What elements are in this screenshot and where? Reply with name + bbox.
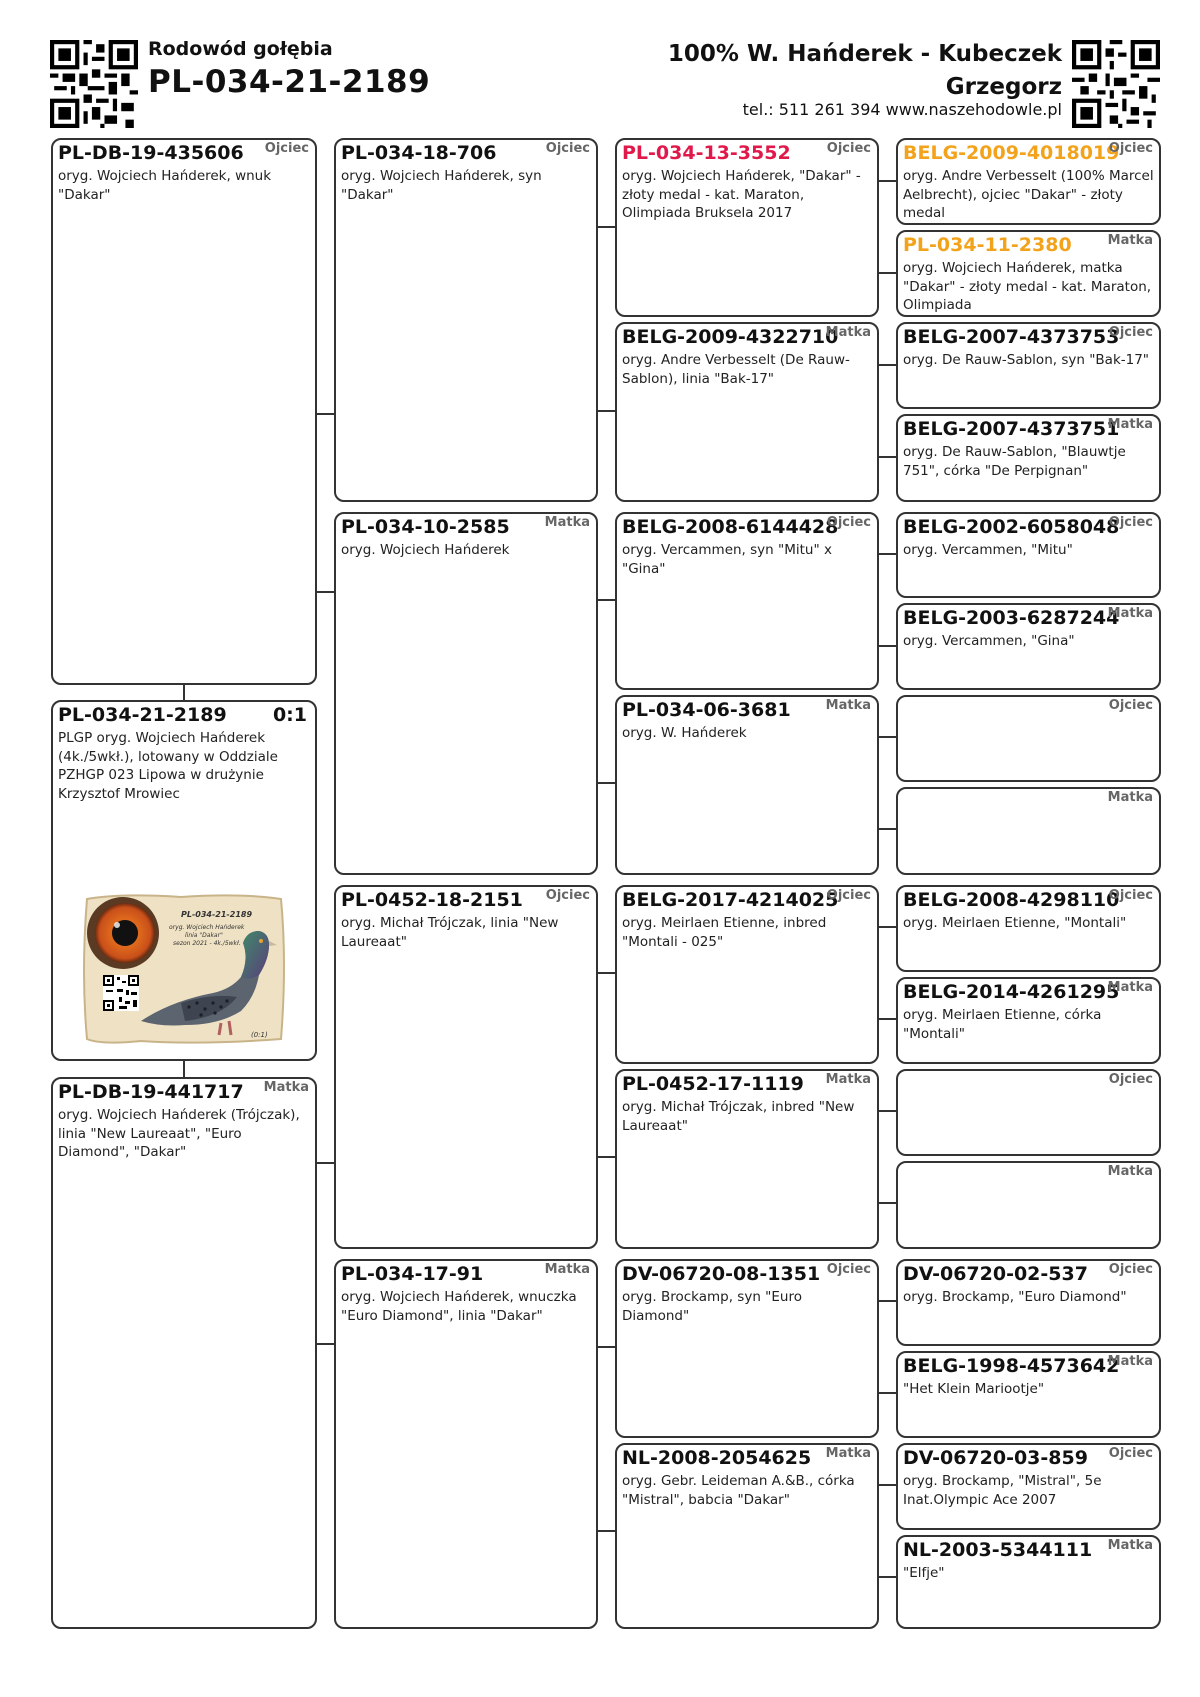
ring-number: PL-034-11-2380 [903, 234, 1072, 256]
role-label: Ojciec [1108, 141, 1153, 156]
role-label: Matka [263, 1080, 309, 1095]
description: oryg. Vercammen, syn "Mitu" x "Gina" [622, 542, 832, 577]
photo-qr-icon [103, 975, 139, 1011]
description: oryg. Wojciech Hańderek, "Dakar" - złoty medal - kat. Maraton, Olimpiada Bruksela 2017 [622, 168, 861, 221]
connector-line [183, 1061, 185, 1077]
connector-line [879, 1300, 896, 1302]
pedigree-card-gen4 [896, 695, 1161, 782]
role-label: Matka [544, 1262, 590, 1277]
breeder-name-line1: 100% W. Hańderek - Kubeczek [667, 41, 1062, 67]
ring-number: DV-06720-03-859 [903, 1447, 1088, 1469]
pedigree-card-gen4 [896, 1443, 1161, 1530]
pedigree-card-gen3 [615, 1069, 879, 1249]
pedigree-card-gen4 [896, 322, 1161, 409]
role-label: Ojciec [1108, 1072, 1153, 1087]
connector-line [879, 456, 896, 458]
ring-number: PL-0452-18-2151 [341, 889, 523, 911]
connector-line [317, 591, 334, 593]
description: oryg. Brockamp, syn "Euro Diamond" [622, 1289, 802, 1324]
pedigree-card-gen3 [615, 885, 879, 1064]
qr-code-left-icon [50, 40, 138, 128]
ring-number: DV-06720-08-1351 [622, 1263, 821, 1285]
connector-line [879, 553, 896, 555]
connector-line [879, 1018, 896, 1020]
description: oryg. Meirlaen Etienne, inbred "Montali - 025" [622, 915, 827, 950]
description: oryg. Michał Trójczak, inbred "New Laureaat" [622, 1099, 855, 1134]
description: oryg. Wojciech Hańderek [341, 542, 510, 558]
pedigree-card-gen4 [896, 414, 1161, 502]
ring-number: BELG-2002-6058048 [903, 516, 1120, 538]
role-label: Ojciec [1108, 888, 1153, 903]
connector-line [879, 736, 896, 738]
header-subtitle: Rodowód gołębia [148, 38, 333, 60]
pedigree-card-gen4 [896, 977, 1161, 1064]
role-label: Matka [1107, 980, 1153, 995]
role-label: Ojciec [1108, 515, 1153, 530]
photo-ring: PL-034-21-2189 [181, 910, 253, 919]
role-label: Matka [1107, 233, 1153, 248]
pigeon-photo [81, 893, 287, 1045]
subject-score: 0:1 [272, 704, 307, 726]
description: oryg. Meirlaen Etienne, córka "Montali" [903, 1007, 1102, 1042]
description: oryg. De Rauw-Sablon, syn "Bak-17" [903, 352, 1150, 368]
ring-number: PL-034-10-2585 [341, 516, 510, 538]
ring-number: BELG-1998-4573642 [903, 1355, 1120, 1377]
qr-code-right-icon [1072, 40, 1160, 128]
connector-line [879, 364, 896, 366]
breeder-contact: tel.: 511 261 394 www.naszehodowle.pl [742, 100, 1062, 119]
ring-number: BELG-2009-4322710 [622, 326, 839, 348]
ring-number: BELG-2003-6287244 [903, 607, 1120, 629]
ring-number: PL-034-13-3552 [622, 142, 791, 164]
photo-line2: linia "Dakar" [185, 932, 223, 939]
description: oryg. Brockamp, "Mistral", 5e Inat.Olympic Ace 2007 [903, 1473, 1102, 1508]
pedigree-card-dam [51, 1077, 317, 1629]
role-label: Matka [825, 325, 871, 340]
photo-score: (0:1) [251, 1031, 268, 1039]
pedigree-card-gen4 [896, 512, 1161, 598]
connector-line [317, 413, 334, 415]
connector-line [598, 226, 615, 228]
pedigree-card-gen2 [334, 1259, 598, 1629]
connector-line [879, 926, 896, 928]
pedigree-card-gen3 [615, 695, 879, 875]
connector-line [598, 410, 615, 412]
ring-number: PL-034-17-91 [341, 1263, 484, 1285]
role-label: Ojciec [826, 888, 871, 903]
role-label: Ojciec [545, 141, 590, 156]
pedigree-card-gen4 [896, 603, 1161, 690]
role-label: Matka [825, 1446, 871, 1461]
connector-line [879, 1576, 896, 1578]
role-label: Ojciec [545, 888, 590, 903]
connector-line [598, 1156, 615, 1158]
role-label: Matka [1107, 1538, 1153, 1553]
pedigree-card-gen3 [615, 138, 879, 317]
ring-number: BELG-2007-4373753 [903, 326, 1120, 348]
description: "Het Klein Mariootje" [903, 1381, 1045, 1397]
pedigree-card-gen4 [896, 1535, 1161, 1629]
ring-number: NL-2003-5344111 [903, 1539, 1093, 1561]
connector-line [879, 180, 896, 182]
connector-line [879, 645, 896, 647]
header-ring-number: PL-034-21-2189 [148, 64, 431, 100]
description: oryg. Andre Verbesselt (De Rauw-Sablon), linia "Bak-17" [622, 352, 850, 387]
role-label: Ojciec [1108, 1446, 1153, 1461]
ring-number: BELG-2009-4018019 [903, 142, 1120, 164]
description: oryg. Wojciech Hańderek, matka "Dakar" - złoty medal - kat. Maraton, Olimpiada [903, 260, 1152, 313]
ring-number: PL-034-06-3681 [622, 699, 791, 721]
ring-number: BELG-2017-4214025 [622, 889, 839, 911]
ring-number: NL-2008-2054625 [622, 1447, 812, 1469]
connector-line [598, 599, 615, 601]
connector-line [879, 1392, 896, 1394]
breeder-name [582, 38, 1062, 104]
ring-number: BELG-2008-4298110 [903, 889, 1120, 911]
subject-description: PLGP oryg. Wojciech Hańderek (4k./5wkł.), lotowany w Oddziale PZHGP 023 Lipowa w drużynie Krzysztof Mrowiec [58, 730, 278, 802]
role-label: Matka [1107, 1354, 1153, 1369]
description: oryg. De Rauw-Sablon, "Blauwtje 751", córka "De Perpignan" [903, 444, 1126, 479]
ring-number: BELG-2008-6144428 [622, 516, 839, 538]
connector-line [879, 1484, 896, 1486]
pedigree-card-gen3 [615, 1259, 879, 1438]
subject-ring-number: PL-034-21-2189 [58, 704, 227, 726]
role-label: Matka [544, 515, 590, 530]
pedigree-card-sire [51, 138, 317, 685]
role-label: Matka [825, 698, 871, 713]
description: oryg. Andre Verbesselt (100% Marcel Aelbrecht), ojciec "Dakar" - złoty medal [903, 168, 1154, 221]
connector-line [598, 1530, 615, 1532]
connector-line [598, 1346, 615, 1348]
ring-number: PL-034-18-706 [341, 142, 497, 164]
role-label: Matka [1107, 1164, 1153, 1179]
pedigree-card-gen2 [334, 138, 598, 502]
connector-line [598, 782, 615, 784]
description: oryg. Vercammen, "Gina" [903, 633, 1075, 649]
pedigree-card-gen4 [896, 885, 1161, 972]
connector-line [598, 972, 615, 974]
role-label: Ojciec [826, 1262, 871, 1277]
breeder-name-line2: Grzegorz [945, 74, 1062, 100]
connector-line [879, 1202, 896, 1204]
role-label: Ojciec [1108, 325, 1153, 340]
ring-number: DV-06720-02-537 [903, 1263, 1088, 1285]
description: oryg. Brockamp, "Euro Diamond" [903, 1289, 1127, 1305]
description: oryg. Vercammen, "Mitu" [903, 542, 1073, 558]
pedigree-card-gen3 [615, 1443, 879, 1629]
ring-number: BELG-2014-4261295 [903, 981, 1120, 1003]
connector-line [879, 272, 896, 274]
connector-line [317, 1343, 334, 1345]
role-label: Matka [825, 1072, 871, 1087]
description: oryg. Wojciech Hańderek, wnuk "Dakar" [58, 168, 272, 203]
pedigree-card-gen3 [615, 322, 879, 502]
role-label: Ojciec [826, 141, 871, 156]
description: oryg. Gebr. Leideman A.&B., córka "Mistral", babcia "Dakar" [622, 1473, 855, 1508]
pedigree-card-gen4 [896, 1069, 1161, 1156]
connector-line [879, 828, 896, 830]
ring-number: PL-DB-19-441717 [58, 1081, 244, 1103]
description: "Elfje" [903, 1565, 945, 1581]
connector-line [183, 685, 185, 700]
connector-line [317, 1162, 334, 1164]
role-label: Ojciec [1108, 1262, 1153, 1277]
description: oryg. Wojciech Hańderek, syn "Dakar" [341, 168, 542, 203]
ring-number: PL-0452-17-1119 [622, 1073, 804, 1095]
pedigree-card-gen2 [334, 512, 598, 875]
role-label: Ojciec [264, 141, 309, 156]
description: oryg. W. Hańderek [622, 725, 747, 741]
pedigree-card-gen4 [896, 787, 1161, 875]
role-label: Ojciec [1108, 698, 1153, 713]
pedigree-card-gen4 [896, 1259, 1161, 1346]
role-label: Matka [1107, 790, 1153, 805]
photo-line3: sezon 2021 - 4k./5wkł. [173, 940, 241, 947]
role-label: Ojciec [826, 515, 871, 530]
description: oryg. Wojciech Hańderek, wnuczka "Euro Diamond", linia "Dakar" [341, 1289, 577, 1324]
pedigree-card-gen4 [896, 1161, 1161, 1249]
role-label: Matka [1107, 606, 1153, 621]
description: oryg. Michał Trójczak, linia "New Laureaat" [341, 915, 559, 950]
pedigree-card-gen4 [896, 1351, 1161, 1438]
ring-number: BELG-2007-4373751 [903, 418, 1120, 440]
ring-number: PL-DB-19-435606 [58, 142, 244, 164]
pedigree-card-gen4 [896, 138, 1161, 225]
photo-line1: oryg. Wojciech Hańderek [169, 924, 245, 931]
connector-line [879, 1110, 896, 1112]
pedigree-card-gen2 [334, 885, 598, 1249]
description: oryg. Meirlaen Etienne, "Montali" [903, 915, 1127, 931]
role-label: Matka [1107, 417, 1153, 432]
pedigree-card-gen4 [896, 230, 1161, 317]
description: oryg. Wojciech Hańderek (Trójczak), linia "New Laureaat", "Euro Diamond", "Dakar" [58, 1107, 300, 1160]
pedigree-card-gen3 [615, 512, 879, 690]
